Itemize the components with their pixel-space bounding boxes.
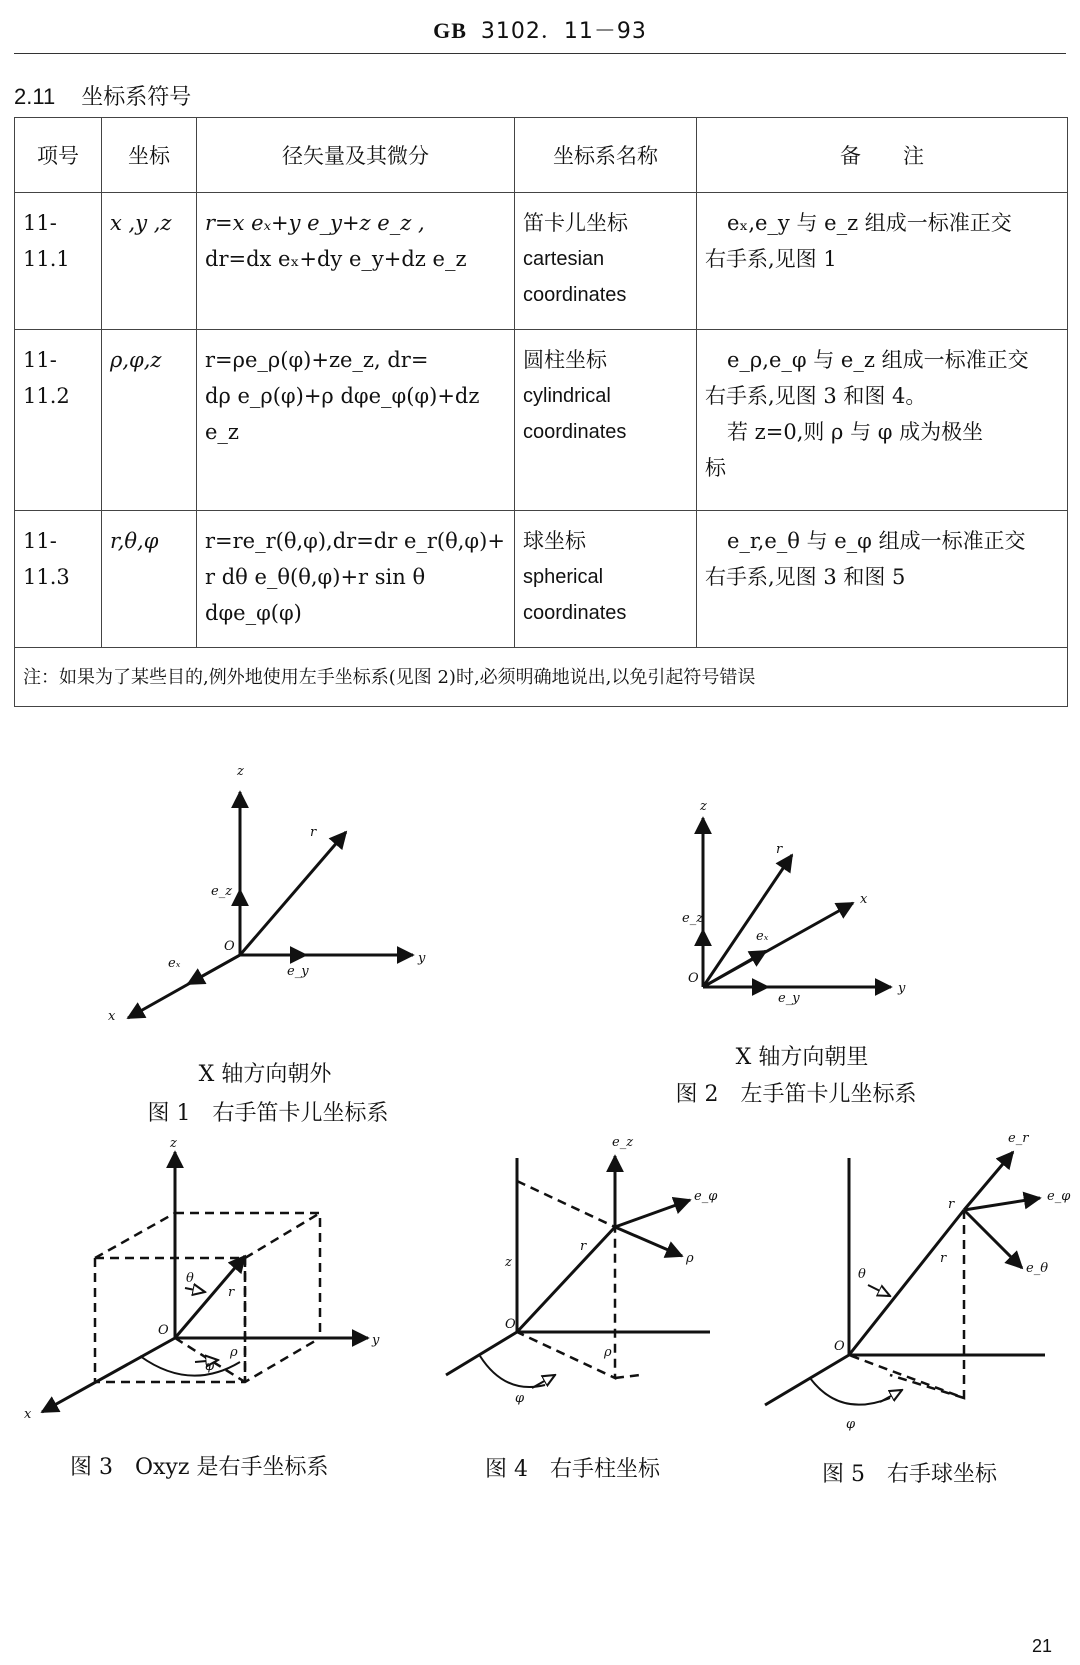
figure-2-subcaption: X 轴方向朝里	[735, 1045, 869, 1070]
r-label: r	[228, 1285, 235, 1300]
origin-label: O	[688, 971, 699, 986]
remark-line: 右手系,见图 1	[705, 247, 837, 271]
formula-line: dr=dx eₓ+dy e_y+dz e_z	[205, 247, 467, 271]
x-axis	[446, 1332, 517, 1375]
sphere-projection	[849, 1210, 964, 1398]
theta-label: θ	[186, 1271, 194, 1286]
r-label: r	[940, 1251, 947, 1266]
r-point-label: r	[948, 1197, 955, 1212]
r-vector	[240, 832, 346, 955]
rho-label: ρ	[604, 1345, 612, 1360]
z-label: z	[700, 799, 707, 814]
remark-line: 标	[705, 456, 726, 480]
formula-cell	[197, 330, 515, 511]
section-title: 坐标系符号	[81, 84, 192, 109]
ex-label: eₓ	[756, 929, 769, 944]
erho-label: ρ	[686, 1251, 694, 1266]
phi-arrow	[195, 1360, 218, 1362]
coordinates-cell: ρ,φ,z	[102, 330, 197, 511]
ex-label: eₓ	[168, 956, 181, 971]
column-header: 径矢量及其微分	[197, 118, 515, 193]
z-label: z	[170, 1136, 177, 1151]
remark-line: e_r,e_θ 与 e_φ 组成一标准正交	[727, 529, 1026, 553]
coordinates-cell: r,θ,φ	[102, 511, 197, 648]
rho-label: ρ	[230, 1345, 238, 1360]
phi-label: φ	[205, 1359, 215, 1374]
origin-label: O	[834, 1339, 845, 1354]
phi-arrow	[880, 1390, 902, 1402]
formula-cell	[197, 193, 515, 330]
phi-arc	[810, 1378, 890, 1405]
x-label: x	[108, 1009, 116, 1024]
column-header: 备 注	[697, 118, 1068, 193]
remark-line: e_ρ,e_φ 与 e_z 组成一标准正交	[727, 348, 1029, 372]
phi-arrow	[532, 1375, 555, 1388]
formula-line: r=ρe_ρ(φ)+ze_z, dr=	[205, 348, 429, 372]
item-number: 11-11.1	[15, 193, 102, 330]
x-label: x	[24, 1407, 32, 1422]
etheta-label: e_θ	[1026, 1261, 1049, 1276]
formula-line: r=re_r(θ,φ),dr=dr e_r(θ,φ)+	[205, 529, 505, 553]
box-edges	[95, 1213, 320, 1382]
origin-label: O	[158, 1323, 169, 1338]
table-row	[15, 193, 1068, 330]
formula-line: dρ e_ρ(φ)+ρ dφe_φ(φ)+dz e_z	[205, 384, 480, 444]
origin-label: O	[224, 939, 235, 954]
etheta-unit-vector	[964, 1210, 1022, 1268]
section-heading	[14, 80, 217, 111]
r-label: r	[580, 1239, 587, 1254]
ey-label: e_y	[287, 964, 309, 979]
r-vector	[175, 1256, 245, 1338]
r-label: r	[776, 842, 783, 857]
x-axis	[703, 903, 853, 987]
name-en: coordinates	[523, 421, 627, 443]
phi-label: φ	[515, 1391, 525, 1406]
z-label: z	[237, 764, 244, 779]
x-axis	[765, 1355, 849, 1405]
r-vector	[703, 855, 792, 987]
item-number: 11-11.3	[15, 511, 102, 648]
origin-label: O	[505, 1317, 516, 1332]
page-number: 21	[1031, 1636, 1052, 1656]
figure-1-subcaption: X 轴方向朝外	[198, 1062, 332, 1087]
theta-arrow	[868, 1285, 890, 1296]
figure-5-caption: 图 5 右手球坐标	[822, 1462, 997, 1487]
section-number: 2.11	[14, 84, 56, 109]
name-en: coordinates	[523, 284, 627, 306]
figure-4-caption: 图 4 右手柱坐标	[485, 1457, 660, 1482]
name-cn: 笛卡儿坐标	[523, 211, 628, 235]
standard-prefix: GB	[433, 18, 467, 43]
name-en: spherical	[523, 566, 604, 588]
remark-cell	[697, 511, 1068, 648]
table-row	[15, 511, 1068, 648]
phi-arc	[140, 1356, 240, 1376]
column-header: 坐标	[102, 118, 197, 193]
table-header-row	[15, 118, 1068, 193]
table-row	[15, 330, 1068, 511]
coordinate-systems-table	[14, 117, 1068, 707]
column-header: 项号	[15, 118, 102, 193]
figure-3-caption: 图 3 Oxyz 是右手坐标系	[70, 1455, 329, 1480]
figure-4-diagram	[446, 1135, 718, 1406]
ex-unit-vector	[703, 951, 766, 987]
system-name-cell	[515, 511, 697, 648]
projection-lines	[175, 1256, 245, 1382]
formula-cell	[197, 511, 515, 648]
ephi-unit-vector	[964, 1198, 1040, 1210]
ey-label: e_y	[778, 991, 800, 1006]
header-rule	[14, 53, 1066, 54]
phi-label: φ	[846, 1417, 856, 1432]
remark-cell	[697, 330, 1068, 511]
remark-line: 若 z=0,则 ρ 与 φ 成为极坐	[727, 420, 984, 444]
item-number: 11-11.2	[15, 330, 102, 511]
coordinates-cell: x ,y ,z	[102, 193, 197, 330]
formula-line: r dθ e_θ(θ,φ)+r sin θ dφe_φ(φ)	[205, 565, 426, 625]
ez-label: e_z	[211, 884, 233, 899]
formula-line: r=x eₓ+y e_y+z e_z ,	[205, 211, 425, 235]
er-unit-vector	[964, 1152, 1013, 1210]
cylinder-projection	[517, 1181, 640, 1378]
figure-5-diagram	[765, 1131, 1071, 1432]
theta-label: θ	[858, 1267, 866, 1282]
system-name-cell	[515, 193, 697, 330]
ex-unit-vector	[188, 955, 240, 984]
figure-3-diagram	[24, 1136, 380, 1422]
theta-arrow	[185, 1288, 205, 1292]
ephi-label: e_φ	[1047, 1189, 1071, 1204]
table-note-row	[15, 648, 1068, 707]
remark-line: 右手系,见图 3 和图 5	[705, 565, 906, 589]
y-label: y	[898, 981, 906, 996]
name-cn: 圆柱坐标	[523, 348, 607, 372]
ephi-unit-vector	[615, 1200, 690, 1227]
name-en: cylindrical	[523, 385, 611, 407]
erho-unit-vector	[615, 1227, 682, 1256]
system-name-cell	[515, 330, 697, 511]
y-label: y	[372, 1333, 380, 1348]
figure-2-caption: 图 2 左手笛卡儿坐标系	[675, 1082, 917, 1107]
er-label: e_r	[1008, 1131, 1029, 1146]
ez-label: e_z	[612, 1135, 634, 1150]
r-vector	[849, 1210, 964, 1355]
ez-label: e_z	[682, 911, 704, 926]
remark-line: 右手系,见图 3 和图 4。	[705, 384, 927, 408]
table-note: 注：如果为了某些目的,例外地使用左手坐标系(见图 2)时,必须明确地说出,以免引起符号错误	[15, 648, 1068, 707]
ephi-label: e_φ	[694, 1189, 718, 1204]
name-en: coordinates	[523, 602, 627, 624]
z-coordinate-label: z	[505, 1255, 512, 1270]
remark-line: eₓ,e_y 与 e_z 组成一标准正交	[727, 211, 1012, 235]
r-vector	[517, 1227, 615, 1332]
name-cn: 球坐标	[523, 529, 586, 553]
y-label: y	[418, 951, 426, 966]
standard-code: 3102．11－93	[480, 19, 647, 44]
r-label: r	[310, 825, 317, 840]
x-axis	[128, 955, 240, 1018]
figure-2-diagram	[682, 799, 906, 1006]
column-header: 坐标系名称	[515, 118, 697, 193]
name-en: cartesian	[523, 248, 605, 270]
remark-cell	[697, 193, 1068, 330]
page-header	[0, 14, 1080, 45]
x-label: x	[860, 892, 868, 907]
figure-1-caption: 图 1 右手笛卡儿坐标系	[147, 1101, 389, 1126]
phi-arc	[480, 1356, 545, 1387]
x-axis	[42, 1338, 175, 1412]
figure-1-diagram	[108, 764, 426, 1024]
